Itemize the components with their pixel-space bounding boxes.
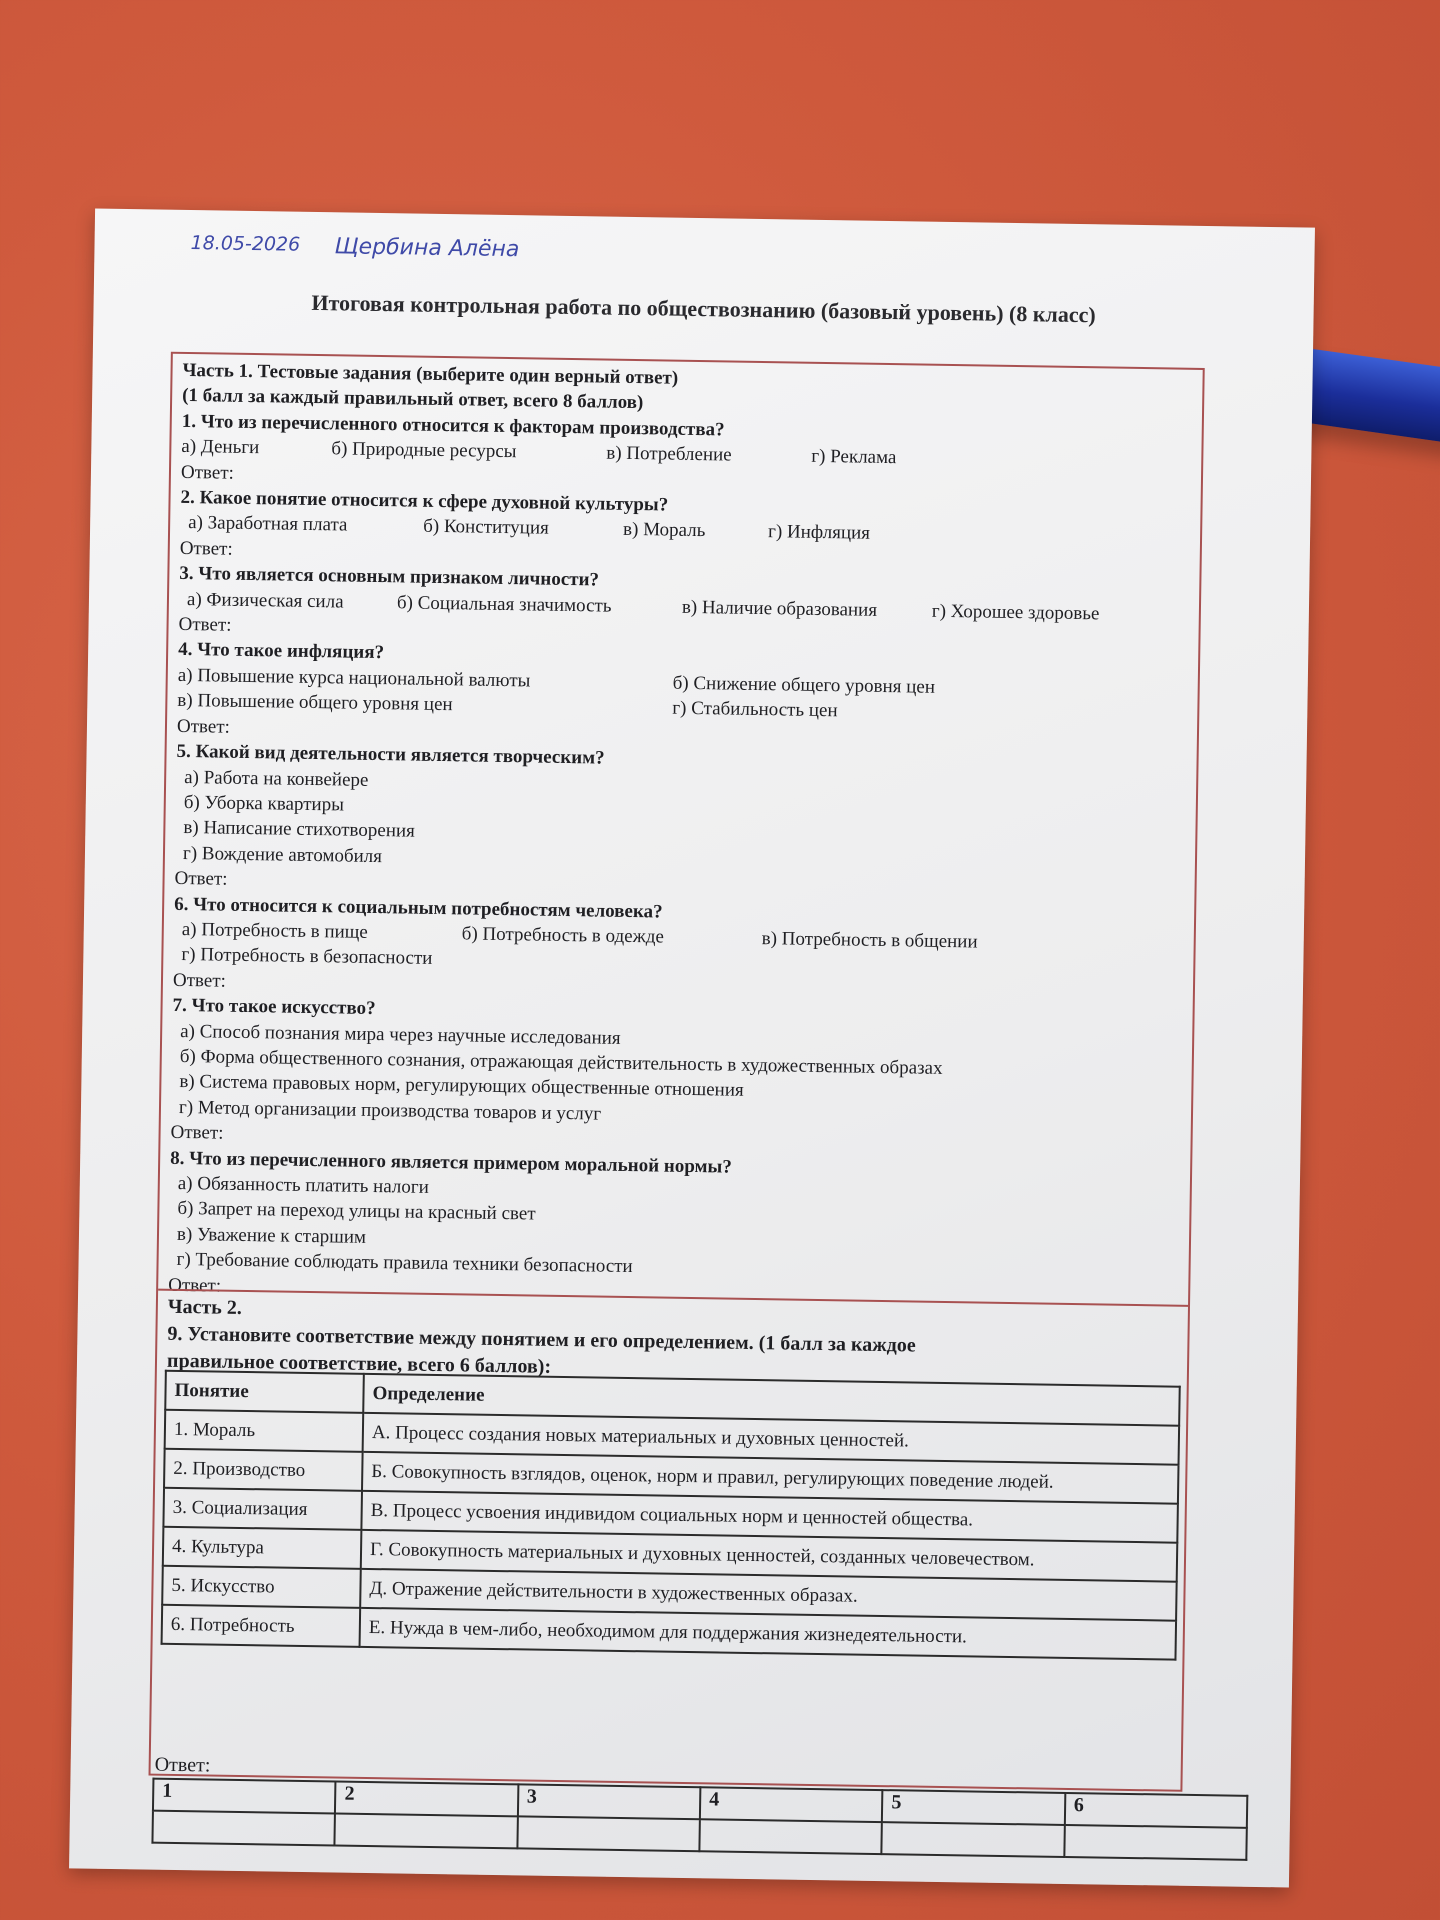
answer-label: Ответ: (170, 1122, 224, 1144)
question-8: 8. Что из перечисленного является примером моральной нормы? (170, 1147, 733, 1178)
option: б) Потребность в одежде (461, 923, 665, 948)
answer-cell[interactable] (152, 1811, 335, 1846)
concept-cell: 4. Культура (163, 1527, 362, 1569)
question-5: 5. Какой вид деятельности является творческим? (176, 740, 605, 769)
concept-cell: 5. Искусство (162, 1566, 361, 1608)
answer-cell[interactable] (882, 1822, 1065, 1857)
option: а) Потребность в пище (181, 918, 368, 943)
answer-number: 4 (700, 1787, 883, 1822)
option: г) Реклама (811, 446, 897, 469)
question-4: 4. Что такое инфляция? (178, 639, 385, 664)
option: б) Социальная значимость (396, 591, 612, 617)
answer-label: Ответ: (172, 969, 227, 992)
part2-heading: Часть 2. (167, 1295, 243, 1319)
concept-cell: 2. Производство (164, 1449, 363, 1491)
concept-cell: 3. Социализация (163, 1488, 362, 1530)
answer-number: 3 (518, 1784, 701, 1819)
handwritten-date: 18.05-2026 (190, 232, 301, 256)
question-9-line2: правильное соответствие, всего 6 баллов): (166, 1349, 552, 1378)
column-header-concept: Понятие (165, 1371, 364, 1413)
test-sheet (69, 209, 1315, 1888)
column-header-definition: Определение (363, 1374, 1180, 1426)
answer-number: 2 (335, 1781, 518, 1816)
answer-number: 6 (1064, 1793, 1247, 1828)
concept-cell: 1. Мораль (165, 1410, 364, 1452)
concept-cell: 6. Потребность (162, 1605, 361, 1647)
definition-cell: Б. Совокупность взглядов, оценок, норм и правил, регулирующих поведение людей. (362, 1452, 1179, 1504)
option: г) Метод организации производства товаров и услуг (178, 1096, 602, 1125)
option: а) Повышение курса национальной валюты (177, 664, 531, 692)
answer-label: Ответ: (174, 867, 228, 890)
definition-cell: В. Процесс усвоения индивидом социальных норм и ценностей общества. (361, 1491, 1178, 1543)
matching-table (161, 1370, 1181, 1661)
question-2: 2. Какое понятие относится к сфере духовной культуры? (180, 486, 669, 516)
answer-label: Ответ: (180, 461, 235, 484)
handwritten-name: Щербина Алёна (334, 234, 520, 263)
option: б) Природные ресурсы (331, 438, 517, 463)
answer-cell[interactable] (1064, 1825, 1247, 1860)
option: б) Форма общественного сознания, отражающая действительность в художественных образах (179, 1045, 943, 1079)
option: в) Потребность в общении (761, 928, 978, 953)
question-3: 3. Что является основным признаком личности? (179, 563, 600, 591)
option: в) Наличие образования (681, 596, 878, 621)
test-frame (149, 352, 1205, 1817)
option: а) Обязанность платить налоги (177, 1172, 430, 1198)
page-title: Итоговая контрольная работа по обществознанию (базовый уровень) (8 класс) (311, 289, 1096, 328)
part1 (168, 358, 1183, 1314)
option: б) Снижение общего уровня цен (672, 672, 936, 698)
answer-number: 5 (882, 1790, 1065, 1825)
option: а) Деньги (181, 436, 260, 459)
definition-cell: Г. Совокупность материальных и духовных ценностей, созданных человечеством. (361, 1530, 1178, 1582)
option: в) Уважение к старшим (176, 1223, 367, 1248)
option: в) Система правовых норм, регулирующих общественные отношения (179, 1071, 744, 1102)
answer-cell[interactable] (699, 1819, 882, 1854)
answer-cell[interactable] (335, 1813, 518, 1848)
question-9-line1: 9. Установите соответствие между понятием и его определением. (1 балл за каждое (167, 1322, 916, 1357)
option: в) Потребление (606, 442, 732, 466)
answer-number: 1 (153, 1779, 336, 1814)
option: г) Вождение автомобиля (182, 842, 383, 867)
question-1: 1. Что из перечисленного относится к факторам производства? (181, 410, 725, 441)
answer-label: Ответ: (168, 1274, 222, 1297)
option: б) Уборка квартиры (183, 791, 345, 816)
definition-cell: Д. Отражение действительности в художественных образах. (360, 1569, 1177, 1621)
option: г) Инфляция (767, 521, 871, 545)
option: а) Способ познания мира через научные исследования (180, 1020, 621, 1049)
option: а) Заработная плата (188, 512, 348, 536)
part1-subheading: (1 балл за каждый правильный ответ, всего 8 баллов) (182, 385, 644, 414)
option: б) Конституция (422, 516, 549, 540)
option: в) Повышение общего уровня цен (177, 690, 453, 716)
option: б) Запрет на переход улицы на красный свет (177, 1198, 536, 1225)
option: г) Хорошее здоровье (931, 600, 1100, 625)
answer-label-part2: Ответ: (154, 1753, 211, 1777)
option: а) Работа на конвейере (184, 766, 369, 791)
option: г) Требование соблюдать правила техники безопасности (176, 1249, 633, 1278)
option: г) Стабильность цен (672, 697, 838, 722)
answer-cell[interactable] (517, 1816, 700, 1851)
part1-heading: Часть 1. Тестовые задания (выберите один верный ответ) (182, 359, 679, 389)
option: а) Физическая сила (186, 588, 344, 613)
option: в) Написание стихотворения (183, 817, 416, 842)
question-6: 6. Что относится к социальным потребностям человека? (174, 893, 663, 923)
option: г) Потребность в безопасности (181, 944, 433, 970)
answer-grid (151, 1778, 1248, 1861)
option: в) Мораль (622, 519, 706, 542)
definition-cell: А. Процесс создания новых материальных и духовных ценностей. (363, 1413, 1180, 1465)
question-7: 7. Что такое искусство? (172, 994, 376, 1020)
definition-cell: Е. Нужда в чем-либо, необходимом для поддержания жизнедеятельности. (360, 1608, 1177, 1660)
answer-label: Ответ: (176, 715, 231, 738)
answer-label: Ответ: (179, 537, 233, 560)
answer-label: Ответ: (178, 613, 232, 636)
